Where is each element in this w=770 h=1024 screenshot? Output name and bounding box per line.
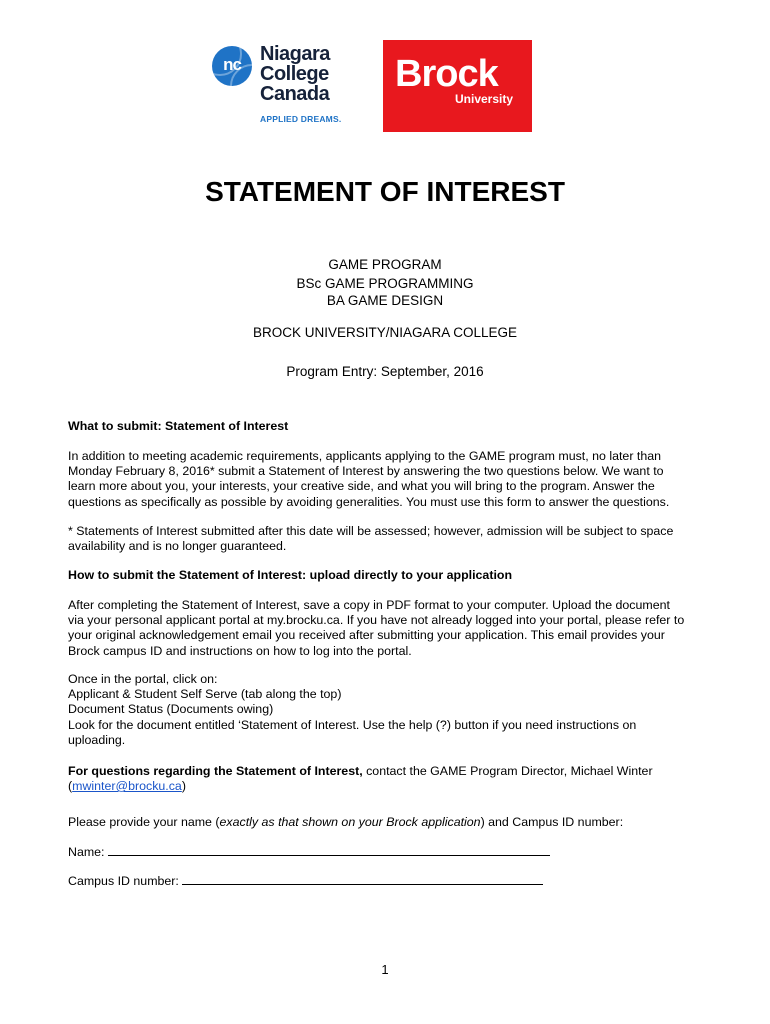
document-title: STATEMENT OF INTEREST <box>205 176 565 207</box>
portal-instructions: Once in the portal, click on: Applicant & Student Self Serve (tab along the top) Document Status (Documents owing) Look for the document entitled ‘Statement of Interest. Use the help (?) button if you need instructions on uploading. <box>68 672 637 747</box>
deadline-note: * Statements of Interest submitted after this date will be assessed; however, admission will be subject to space availability and is no longer guaranteed. <box>68 524 674 554</box>
niagara-college-logo <box>210 44 350 128</box>
program-entry-line: Program Entry: September, 2016 <box>286 364 484 379</box>
niagara-tagline: APPLIED DREAMS. <box>260 114 342 124</box>
name-field[interactable] <box>108 845 550 856</box>
institutions-line: BROCK UNIVERSITY/NIAGARA COLLEGE <box>252 325 518 340</box>
how-to-submit-heading: How to submit the Statement of Interest: upload directly to your application <box>68 568 513 582</box>
questions-contact: For questions regarding the Statement of Interest, contact the GAME Program Director, Michael Winter (mwinter@brocku.ca) <box>68 764 653 794</box>
what-to-submit-heading: What to submit: Statement of Interest <box>68 419 289 433</box>
nc-badge-icon: nc <box>212 46 252 86</box>
campus-id-label: Campus ID number: <box>68 874 179 888</box>
niagara-college-wordmark: Niagara College Canada <box>260 43 330 105</box>
program-line-game: GAME PROGRAM <box>328 257 442 272</box>
campus-id-field-row <box>68 874 708 889</box>
brock-university-logo: Brock University <box>383 40 532 132</box>
provide-name-instruction: Please provide your name (exactly as that shown on your Brock application) and Campus ID number: <box>68 815 624 829</box>
what-to-submit-paragraph: In addition to meeting academic requirements, applicants applying to the GAME program must, no later than Monday February 8, 2016* submit a Statement of Interest by answering the two questions below. We want to learn more about you, your interests, your creative side, and what you will bring to the program. Answer the questions as specifically as possible by avoiding generalities. You must use this form to answer the questions. <box>68 449 670 509</box>
program-line-ba: BA GAME DESIGN <box>326 293 444 308</box>
how-to-submit-paragraph: After completing the Statement of Interest, save a copy in PDF format to your computer. Upload the document via your personal applicant portal at my.brocku.ca. If you have not already logged into your portal, please refer to your original acknowledgement email you received after submitting your application. This email provides your Brock campus ID and instructions on how to log into the portal. <box>68 598 685 658</box>
name-label: Name: <box>68 845 105 859</box>
campus-id-field[interactable] <box>182 874 543 885</box>
name-field-row <box>68 845 708 860</box>
page-number: 1 <box>381 962 389 977</box>
director-email-link[interactable]: mwinter@brocku.ca <box>72 779 182 794</box>
program-line-bsc: BSc GAME PROGRAMMING <box>296 276 474 291</box>
